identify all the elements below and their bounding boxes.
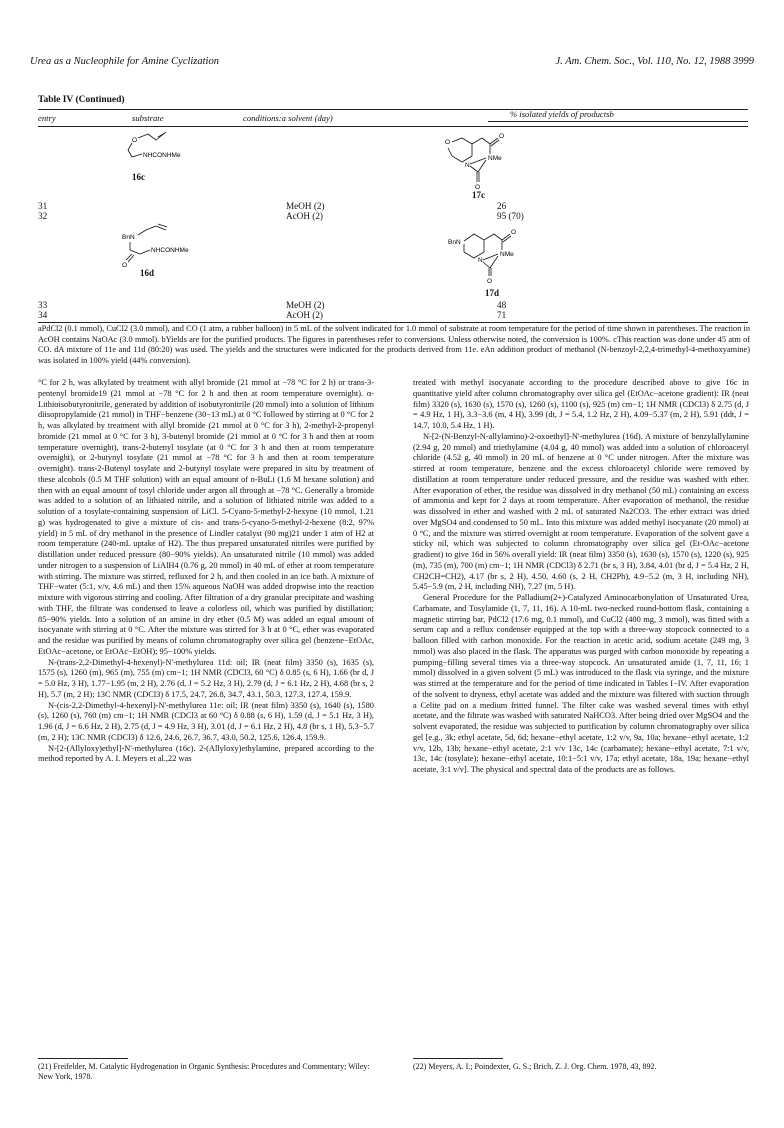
structure-16d — [110, 222, 240, 268]
paragraph: treated with methyl isocyanate according to the procedure described above to give 16c in quantitative yield after column chromatography over silica gel (EtOAc−acetone gradient): IR (neat film) 3320 (s), 1630 (s), 1570 (s), 1260 (s), 1100 (s), 925 (m) cm−1; 1H NMR (CDCl3) δ 2.75 (d, J = 4.9 Hz, 1 H), 3.3−3.6 (m, 4 H), 3.99 (dt, J = 5.4, 1.2 Hz, 2 H), 4.09−5.37 (m, 2 H), 5.91 (ddt, J = 14.7, 10.0, 5.4 Hz, 1 H). — [413, 378, 749, 430]
header-journal: J. Am. Chem. Soc., Vol. 110, No. 12, 1988 3999 — [555, 56, 754, 67]
paragraph: N-[2-(Allyloxy)ethyl]-N'-methylurea (16c). 2-(Allyloxy)ethylamine, prepared according to the method reported by A. I. Meyers et al.,22 was — [38, 743, 374, 764]
compound-17d: 17d — [485, 288, 500, 298]
entry-33: 33 — [38, 300, 48, 310]
cond-33: MeOH (2) — [286, 300, 325, 310]
running-header — [30, 56, 754, 72]
table-header-rule — [38, 126, 748, 127]
col-conditions: conditions:a solvent (day) — [243, 113, 333, 123]
paragraph: °C for 2 h, was alkylated by treatment with allyl bromide (21 mmol at −78 °C for 2 h) or trans-3-pentenyl bromide19 (21 mmol at −78 °C for 2 h and then at room temperature overnight). α-Lithioisobutyronitrile, generated by addition of isobutyronitrile (20 mmol) into a solution of lithium diisopropylamide (21 mmol) in THF−benzene (30−13 mL) at 0 °C followed by stirring at 0 °C for 2 h, was alkylated by treatment with allyl bromide (21 mmol at 0 °C for 3 h), 2-methyl-2-propenyl bromide (21 mmol at 0 °C for 3 h), 3-butenyl bromide (21 mmol at 0 °C for 3 h and then at room temperature overnight), trans-2-butenyl tosylate (at 0 °C for 3 h and then at room temperature overnight), or 2-butynyl tosylate (21 mmol at −78 °C for 3 h and then at room temperature overnight). trans-2-Butenyl tosylate and 2-butynyl tosylate were prepared in situ by treatment of these alcohols (0.5 M THF solution) with an equal amount of n-BuLi (1.6 M hexane solution) and then with an equal amount of tosyl chloride under argon all through at −78 °C. Generally a bromide was added to a solution of an lithiated nitrile, and a solution of lithiated nitrile was added to a solution of a tosylate-containing suspension of LiCl. 5-Cyano-5-methyl-2-hexyne (10 mmol, 1.21 g) was hydrogenated to give a mixture of cis- and trans-5-cyano-5-methyl-2-hexene (8:2, 97% yield) in 5 mL of dry methanol in the presence of Lindler catalyst (90 mg)21 under 1 atm of H2 at room temperature (240-mL uptake of H2). The thus prepared unsaturated nitriles were purified by distillation under reduced pressure (80−90% yields). An unsaturated nitrile (10 mmol) was added under nitrogen to a suspension of LiAlH4 (0.76 g, 20 mmol) in 40 mL of ether at room temperature with stirring. The mixture was stirred, refluxed for 2 h, and then cooled in an ice bath. A mixture of THF−water (5:1, v/v, 4.6 mL) and then 15% aqueous NaOH was added dropwise into the reaction mixture with vigorous stirring and cooling. After filtration of a dry granular precipitate and washing with THF, the filtrate was condensed to leave a colorless oil, which was purified by distillation; 85−90% yields. Into a solution of an amine in dry ether (0.5 M) was added an equal amount of isocyanate with stirring at 0 °C. After the mixture was stirred for 3 h at 0 °C, ether was evaporated and the residue was purified by means of column chromatography over silica gel (benzene−EtOAc, EtOAc−acetone, or EtOAc−EtOH); 95−100% yields. — [38, 378, 374, 656]
paragraph: General Procedure for the Palladium(2+)-Catalyzed Aminocarbonylation of Unsaturated Urea, Carbamate, and Tosylamide (1, 7, 11, 16). A 10-mL two-necked round-bottom flask, containing a magnetic stirring bar, PdCl2 (17.6 mg, 0.1 mmol), and CuCl2 (400 mg, 3 mmol), was fitted with a serum cap and a reflux condenser equipped at the top with a three-way stopcock connected to a balloon filled with carbon monoxide. For the reaction in acetic acid, sodium acetate (249 mg, 3 mmol) was also placed in the flask. The apparatus was purged with carbon monoxide by repeating a pumping−filling several times via a three-way stopcock. An unsaturated amide (1, 7, 11, 16; 1 mmol) dissolved in a given solvent (5 mL) was introduced to the flask via syringe, and the mixture was stirred at the temperature and for the period of time indicated in Tables I−IV. After evaporation of the solvent to dryness, ethyl acetate was added and the mixture was filtered with suction through a Celite pad on a medium fritted funnel. The filter cake was washed several times with ethyl acetate, and the filtrate was washed with saturated NaHCO3. After being dried over MgSO4 and the solvent evaporated, the residue was subjected to purification by column chromatography over silica gel [e.g., 3k; ethyl acetate, 5d, 6d; hexane−ethyl acetate, 1:2 v/v, 9a, 10a; hexane−ethyl acetate, 1:2 v/v, 12b, 13b; hexane−ethyl acetate, 2:1 v/v 13c, 14c (carbamate); hexane−ethyl acetate, 7:1 v/v, 13c, 14c (tosylate); hexane−ethyl acetate, 10:1−5:1 v/v, 17a; ethyl acetate, 18a, 19a; hexane−ethyl acetate, 3:1 v/v]. The physical and spectral data of the products are as follows. — [413, 593, 749, 774]
col-substrate: substrate — [132, 113, 164, 123]
bnn-ring-label: BnN — [448, 239, 461, 246]
col-entry: entry — [38, 113, 56, 123]
yield-32: 95 (70) — [497, 211, 524, 221]
nme-17d-label: NMe — [500, 251, 514, 258]
footnote-21: (21) Freifelder, M. Catalytic Hydrogenation in Organic Synthesis: Procedures and Commentary; Wiley: New York, 1978. — [38, 1062, 370, 1081]
o-top-label: O — [499, 133, 505, 140]
o-ring-label: O — [445, 139, 451, 146]
yields-header-rule — [488, 121, 748, 122]
bnn-label: BnN — [122, 234, 135, 241]
footnote-22: (22) Meyers, A. I.; Poindexter, G. S.; Brich, Z. J. Org. Chem. 1978, 43, 892. — [413, 1062, 657, 1071]
yield-34: 71 — [497, 310, 507, 320]
paragraph: N-[2-(N-Benzyl-N-allylamino)-2-oxoethyl]-N'-methylurea (16d). A mixture of benzylallylamine (2.94 g, 20 mmol) and triethylamine (4.04 g, 40 mmol) was added into a solution of chloroacetyl chloride (4.52 g, 40 mmol) in 20 mL of benzene at 0 °C under nitrogen. After the mixture was stirred at room temperature, benzene and the excess chloroacetyl chloride were removed by distillation at room temperature under reduced pressure, and the residue was washed with ether. After evaporation of ether, the residue was dissolved in dry methanol (50 mL) containing an excess of ammonia and kept for 2 days at room temperature. After evaporation of methanol, the residue was dissolved in ether and washed with 2 mL of saturated Na2CO3. The ether extract was dried over MgSO4 and condensed to 50 mL. Into this mixture was added methyl isocyanate (20 mmol) at 0 °C, and the mixture was stirred overnight at room temperature. Evaporation of the solvent gave a sticky oil, which was subjected to column chromatography over silica gel (Et-OAc−acetone gradient) to give 16d in 56% overall yield: IR (neat film) 3350 (s), 1630 (s), 1570 (s), 1220 (s), 925 (m), 735 (m), 700 (m) cm−1; 1H NMR (CDCl3) δ 2.71 (br s, 3 H), 3.84, 4.01 (br d, J = 5.4 Hz, 2 H, CH2CH=CH2), 4.17 (br s, 2 H), 4.50, 4.60 (s, 2 H, CH2Ph), 4.9−5.2 (m, 3 H, including NH), 5.45−5.9 (m, 2 H, including NH), 7.27 (m, 5 H). — [413, 431, 749, 592]
table-footnote: aPdCl2 (0.1 mmol), CuCl2 (3.0 mmol), and CO (1 atm, a rubber balloon) in 5 mL of the solvent indicated for 1.0 mmol of substrate at room temperature for the period of time shown in parentheses. The reaction in AcOH contains NaOAc (3.0 mmol). bYields are for the purified products. The figures in parentheses refer to conversions. Unless otherwise noted, the conversion is 100%. cThis reaction was done under 45 atm of CO. dA mixture of 11e and 11d (80:20) was used. The yields and the structures were indicated for the products derived from 11e. eAn addition product of methanol (N-benzoyl-2,2,4-trimethyl-4-methoxyamine) was isolated in 100% yield (44% conversion). — [38, 324, 750, 365]
compound-16d: 16d — [140, 268, 155, 278]
o-bottom-label: O — [475, 184, 481, 191]
yield-33: 48 — [497, 300, 507, 310]
table-bottom-rule — [38, 322, 748, 323]
nhconhme-label-2: NHCONHMe — [151, 247, 189, 254]
structure-17c — [440, 130, 540, 200]
n-17d-label: N — [478, 257, 483, 264]
structure-16c — [108, 130, 228, 170]
o-top-17d-label: O — [511, 229, 517, 236]
footnote-rule-right — [413, 1058, 503, 1059]
footnote-rule-left — [38, 1058, 128, 1059]
entry-32: 32 — [38, 211, 48, 221]
entry-31: 31 — [38, 201, 48, 211]
o-label: O — [132, 137, 138, 144]
paragraph: N-(cis-2,2-Dimethyl-4-hexenyl)-N'-methylurea 11e: oil; IR (neat film) 3350 (s), 1640 (s), 1580 (s), 1260 (s), 760 (m) cm−1; 1H NMR (CDCl3 at 60 °C) δ 0.88 (s, 6 H), 1.59 (d, J = 5.1 Hz, 3 H), 1.96 (d, J = 6.6 Hz, 2 H), 2.75 (d, J = 4.9 Hz, 3 H), 3.01 (d, J = 6.1 Hz, 2 H), 4.8 (br s, 1 H), 5.3−5.7 (m, 2 H); 13C NMR (CDCl3) δ 12.6, 24.6, 26.7, 36.7, 43.0, 50.2, 125.6, 126.4, 159.9. — [38, 700, 374, 742]
structure-17d — [440, 222, 550, 286]
entry-34: 34 — [38, 310, 48, 320]
cond-34: AcOH (2) — [286, 310, 323, 320]
yield-31: 26 — [497, 201, 507, 211]
col-yields: % isolated yields of productsb — [510, 109, 614, 119]
n-label: N — [465, 162, 470, 169]
paragraph: N-(trans-2,2-Dimethyl-4-hexenyl)-N'-methylurea 11d: oil; IR (neat film) 3350 (s), 1635 (s), 1575 (s), 1260 (m), 965 (m), 755 (m) cm−1; 1H NMR (CDCl3, 60 °C) δ 0.85 (s, 6 H), 1.66 (br d, J = 5.0 Hz, 3 H), 1.77−1.95 (m, 2 H), 2.76 (d, J = 5.2 Hz, 3 H), 2.79 (d, J = 6.1 Hz, 2 H), 4.68 (br s, 2 H), 5.7 (m, 2 H); 13C NMR (CDCl3) δ 17.5, 24.7, 26.8, 34.7, 43.1, 50.3, 127.3, 127.4, 159.9. — [38, 657, 374, 699]
compound-17c: 17c — [472, 190, 485, 200]
table-top-rule — [38, 109, 748, 110]
nhconhme-label: NHCONHMe — [143, 152, 181, 159]
left-column — [38, 378, 374, 765]
cond-32: AcOH (2) — [286, 211, 323, 221]
nme-label: NMe — [488, 155, 502, 162]
compound-16c: 16c — [132, 172, 145, 182]
o-16d-label: O — [122, 262, 128, 268]
cond-31: MeOH (2) — [286, 201, 325, 211]
header-title: Urea as a Nucleophile for Amine Cyclization — [30, 56, 219, 67]
table-caption: Table IV (Continued) — [38, 95, 125, 105]
right-column — [413, 378, 749, 776]
o-bottom-17d-label: O — [487, 278, 493, 285]
